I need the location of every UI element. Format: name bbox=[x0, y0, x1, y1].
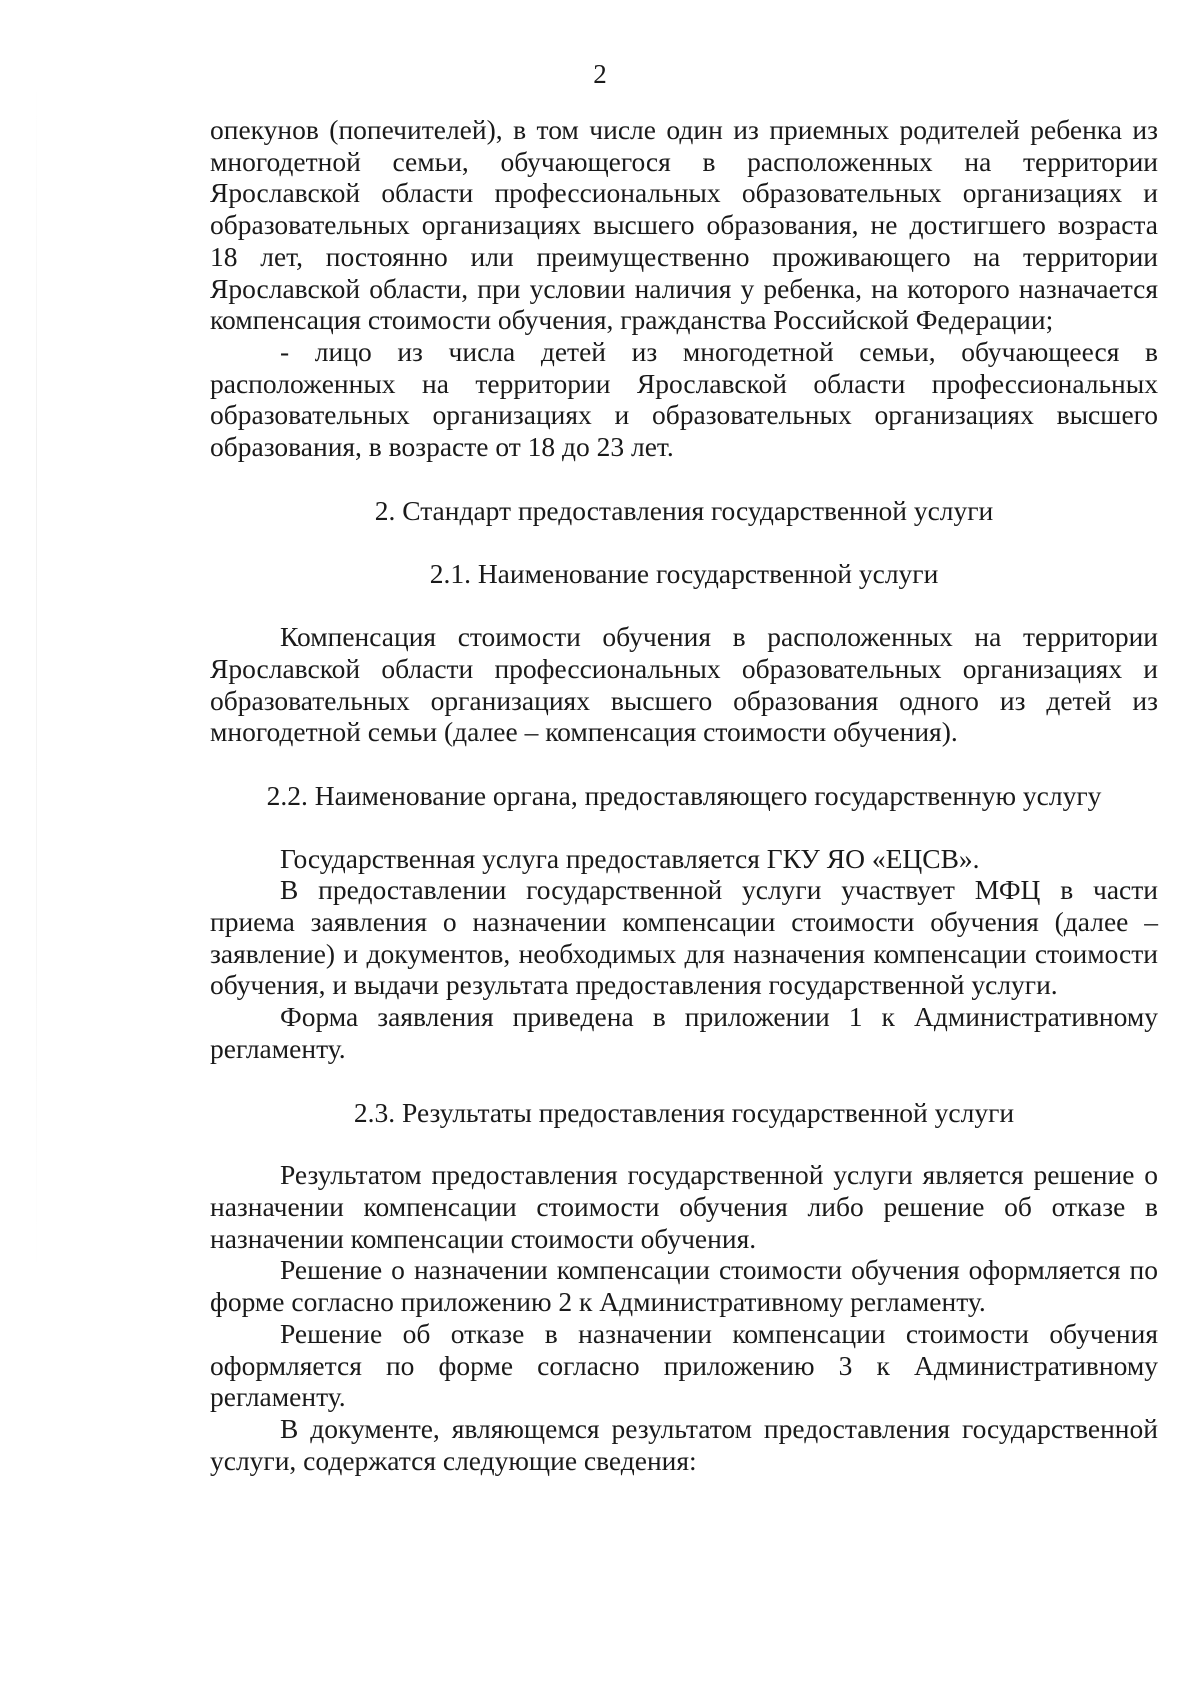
paragraph-provider: Государственная услуга предоставляется ГКУ ЯО «ЕЦСВ». bbox=[280, 842, 980, 874]
paragraph-decision-grant: Решение о назначении компенсации стоимости обучения оформляется по форме согласно приложению 2 к Административному регламенту. bbox=[210, 1254, 1158, 1318]
subsection-heading-provider: 2.2. Наименование органа, предоставляющего государственную услугу bbox=[266, 779, 1102, 811]
paragraph-document-contents: В документе, являющемся результатом предоставления государственной услуги, содержатся следующие сведения: bbox=[210, 1412, 1158, 1476]
paragraph-person-from-large-family: - лицо из числа детей из многодетной семьи, обучающееся в расположенных на территории Ярославской области профессиональных образовательных организациях и образовательных организациях высшего образования, в возрасте от 18 до 23 лет. bbox=[210, 335, 1158, 463]
paragraph-mfc-participation: В предоставлении государственной услуги участвует МФЦ в части приема заявления о назначении компенсации стоимости обучения (далее – заявление) и документов, необходимых для назначения компенсации стоимости обучения, и выдачи результата предоставления государственной услуги. bbox=[210, 874, 1158, 1001]
paragraph-result: Результатом предоставления государственной услуги является решение о назначении компенсации стоимости обучения либо решение об отказе в назначении компенсации стоимости обучения. bbox=[210, 1159, 1158, 1254]
document-body bbox=[210, 114, 1158, 1476]
paragraph-application-form: Форма заявления приведена в приложении 1 к Административному регламенту. bbox=[210, 1001, 1158, 1064]
paragraph-decision-refusal: Решение об отказе в назначении компенсации стоимости обучения оформляется по форме согласно приложению 3 к Административному регламенту. bbox=[210, 1317, 1158, 1413]
section-heading-standard: 2. Стандарт предоставления государственной услуги bbox=[374, 494, 994, 526]
paragraph-guardians: опекунов (попечителей), в том числе один из приемных родителей ребенка из многодетной семьи, обучающегося в расположенных на территории Ярославской области профессиональных образовательных организациях и образовательных организациях высшего образования, не достигшего возраста 18 лет, постоянно или преимущественно проживающего на территории Ярославской области, при условии наличия у ребенка, на которого назначается компенсация стоимости обучения, гражданства Российской Федерации; bbox=[210, 114, 1158, 336]
scan-artifact bbox=[36, 80, 37, 1280]
subsection-heading-results: 2.3. Результаты предоставления государственной услуги bbox=[353, 1096, 1015, 1128]
paragraph-service-name: Компенсация стоимости обучения в расположенных на территории Ярославской области профессиональных образовательных организациях и образовательных организациях высшего образования одного из детей из многодетной семьи (далее – компенсация стоимости обучения). bbox=[210, 621, 1158, 748]
subsection-heading-service-name: 2.1. Наименование государственной услуги bbox=[429, 558, 939, 590]
page-number: 2 bbox=[593, 59, 607, 89]
